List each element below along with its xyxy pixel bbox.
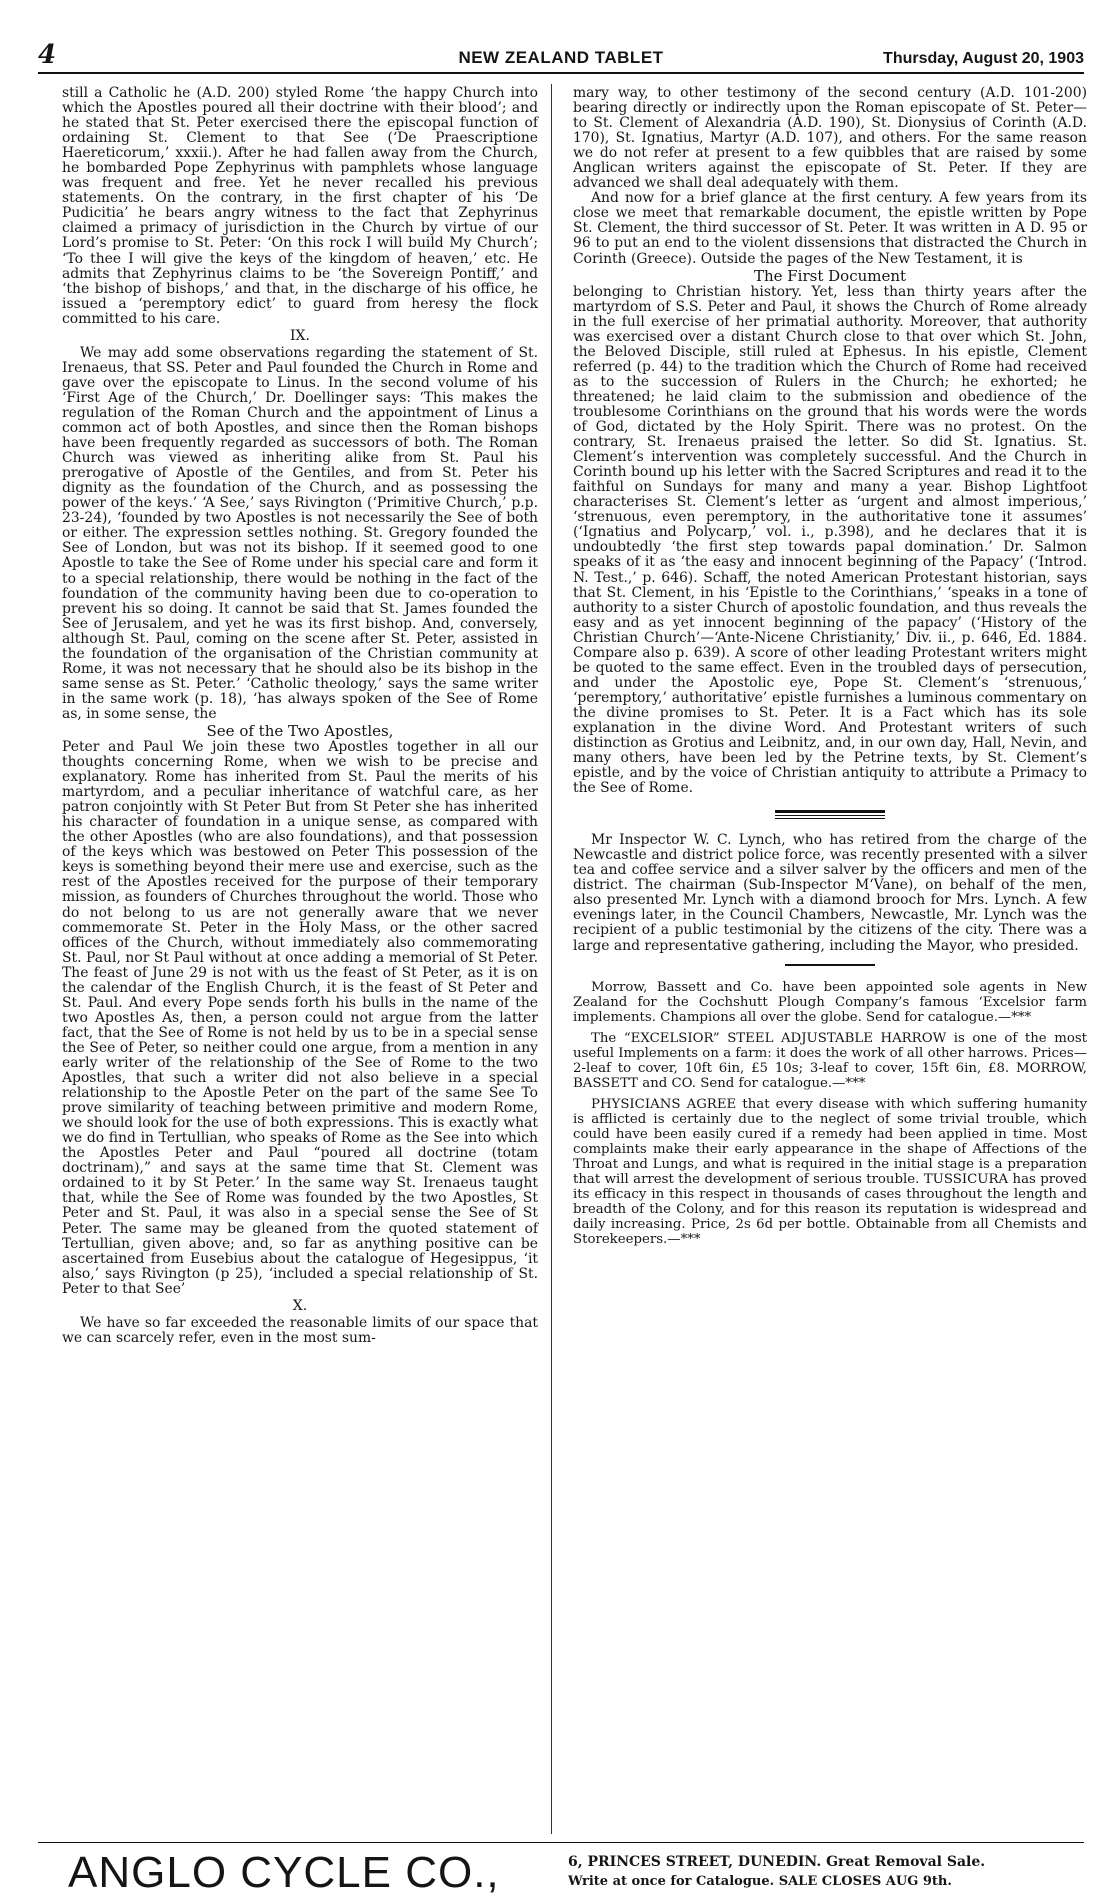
header-rule <box>38 72 1084 74</box>
column-divider <box>551 84 552 1834</box>
section-number: X. <box>292 1297 308 1314</box>
article-paragraph: And now for a brief glance at the first century. A few years from its close we meet that remarkable document, the epistle written by Pope St. Clement, the third successor of St. Peter. It was written in A D. 95 or 96 to put an end to the violent dissensions that distracted the Church in Corinth (Greece). Outside the pages of the New Testament, it is <box>573 190 1087 267</box>
page-number: 4 <box>38 40 57 70</box>
news-paragraph: Mr Inspector W. C. Lynch, who has retired from the charge of the Newcastle and district police force, was recently presented with a silver tea and coffee service and a silver salver by the officers and men of the district. The chairman (Sub-Inspector M‘Vane), on behalf of the men, also presented Mr. Lynch with a diamond brooch for Mrs. Lynch. A few evenings later, in the Council Chambers, Newcastle, Mr. Lynch was the recipient of a public testimonial by the citizens of the city. There was a large and representative gathering, including the Mayor, who presided. <box>573 832 1087 954</box>
paper-title: NEW ZEALAND TABLET <box>458 48 664 67</box>
section-ornament <box>775 810 885 819</box>
footer-advert <box>38 1850 1084 1900</box>
article-paragraph: We have so far exceeded the reasonable limits of our space that we can scarcely refer, even in the most sum- <box>62 1314 538 1346</box>
section-divider <box>785 964 875 966</box>
footer-rule <box>38 1842 1084 1843</box>
article-paragraph: We may add some observations regarding the statement of St. Irenaeus, that SS. Peter and Paul founded the Church in Rome and gave over the episcopate to Linus. In the second volume of his ‘First Age of the Church,’ Dr. Doellinger says: ‘This makes the regulation of the Roman Church and the appointment of Linus a common act of both Apostles, and since then the Roman bishops have been frequently regarded as successors of both. The Roman Church was viewed as inheriting alike from St. Paul his prerogative of Apostle of the Gentiles, and from St. Peter his dignity as the foundation of the Church, and as possessing the power of the keys.’ ‘A See,’ says Rivington (‘Primitive Church,’ p.p. 23-24), ‘founded by two Apostles is not necessarily the See of both or either. The expression settles nothing. St. Gregory founded the See of London, but was not its bishop. If it seemed good to one Apostle to take the See of Rome under his special care and form it to a special relationship, there would be nothing in the fact of the foundation of the community having been due to co-operation to prevent his so doing. It cannot be said that St. James founded the See of Jerusalem, and yet he was its first bishop. And, conversely, although St. Paul, coming on the scene after St. Peter, assisted in the foundation of the organisation of the Christian community at Rome, it was not necessary that he should also be its bishop in the same sense as St. Peter.’ ‘Catholic theology,’ says the same writer in the same work (p. 18), ‘has always spoken of the See of Rome as, in some sense, the <box>62 344 538 722</box>
page-header <box>38 40 1084 70</box>
advertisements <box>573 980 1087 1247</box>
article-paragraph: Peter and Paul We join these two Apostles together in all our thoughts concerning Rome, when we wish to be precise and explanatory. Rome has inherited from St. Paul the merits of his martyrdom, and a peculiar inheritance of watchful care, as her patron conjointly with St Peter But from St Peter she has inherited his character of foundation in a unique sense, as compared with the other Apostles (who are also foundations), and that possession of the keys which was bestowed on Peter This possession of the keys is something beyond their mere use and exercise, such as the rest of the Apostles received for the purpose of their temporary mission, as founders of Churches throughout the world. Those who do not belong to us are not generally aware that we never commemorate St. Peter in the Holy Mass, or the other sacred offices of the Church, without immediately also commemorating St. Paul, nor St Paul without at once adding a memorial of St Peter. The feast of June 29 is not with us the feast of St Peter, as it is on the calendar of the English Church, it is the feast of St Peter and St. Paul. And every Pope sends forth his bulls in the name of the two Apostles As, then, a person could not argue from the latter fact, that the See of Rome is not held by us to be in a special sense the See of Peter, so neither could one argue, from a mention in any early writer of the relationship of the See of Rome to the two Apostles, that such a writer did not also believe in a special relationship to the Apostle Peter on the part of the same See To prove similarity of teaching between primitive and modern Rome, we should look for the use of both expressions. This is exactly what we do find in Tertullian, who speaks of Rome as the See into which the Apostles Peter and Paul “poured all doctrine (totam doctrinam),” and says at the same time that St. Clement was ordained to it by St Peter.’ In the same way St. Irenaeus taught that, while the See of Rome was founded by the two Apostles, St Peter and St. Paul, it was also in a special sense the See of St Peter. The same may be gleaned from the quoted statement of Tertullian, given above; and, so far as anything positive can be ascertained from Eusebius about the catalogue of Hegesippus, ‘it also,’ says Rivington (p 25), ‘included a special relationship of St. Peter to that See’ <box>62 739 538 1297</box>
advertisement: Morrow, Bassett and Co. have been appointed sole agents in New Zealand for the Cochshutt Plough Company’s famous ‘Excelsior farm implements. Champions all over the globe. Send for catalogue.—*** <box>573 979 1087 1025</box>
footer-address: 6, PRINCES STREET, DUNEDIN. Great Removal Sale. <box>568 1854 986 1870</box>
subheading: See of the Two Apostles, <box>206 721 394 740</box>
footer-sale-notice: Write at once for Catalogue. SALE CLOSES AUG 9th. <box>568 1874 952 1889</box>
article-paragraph: still a Catholic he (A.D. 200) styled Rome ‘the happy Church into which the Apostles poured all their doctrine with their blood’; and he stated that St. Peter exercised there the episcopal function of ordaining St. Clement to that See (‘De Praescriptione Haereticorum,’ xxxii.). After he had fallen away from the Church, he bombarded Pope Zephyrinus with pamphlets whose language was frequent and free. Yet he never recalled his previous statements. On the contrary, in the first chapter of his ‘De Pudicitia’ he bears angry witness to the fact that Zephyrinus claimed a primacy of jurisdiction in the Church by virtue of our Lord’s promise to St. Peter: ‘On this rock I will build My Church’; ‘To thee I will give the keys of the kingdom of heaven,’ etc. He admits that Zephyrinus claims to be ‘the Sovereign Pontiff,’ and ‘the bishop of bishops,’ and that, in the discharge of his office, he issued a ‘peremptory edict’ to guard from heresy the flock committed to his care. <box>62 85 538 327</box>
article-paragraph: mary way, to other testimony of the second century (A.D. 101-200) bearing directly or indirectly upon the Roman episcopate of St. Peter—to St. Clement of Alexandria (A.D. 190), St. Dionysius of Corinth (A.D. 170), St. Ignatius, Martyr (A.D. 107), and others. For the same reason we do not refer at present to a few quibbles that are raised by some Anglican writers against the episcopate of St. Peter. If they are advanced we shall deal adequately with them. <box>573 85 1087 192</box>
footer-brand: ANGLO CYCLE CO., <box>68 1848 500 1897</box>
advertisement: The “EXCELSIOR” STEEL ADJUSTABLE HARROW is one of the most useful Implements on a farm: it does the work of all other harrows. Prices—2-leaf to cover, 10ft 6in, £5 10s; 3-leaf to cover, 15ft 6in, £8. MORROW, BASSETT and CO. Send for catalogue.—*** <box>573 1030 1087 1091</box>
article-paragraph: belonging to Christian history. Yet, less than thirty years after the martyrdom of S.S. Peter and Paul, it shows the Church of Rome already in the full exercise of her primatial authority. Moreover, that authority was exercised over a distant Church close to that over which St. John, the Beloved Disciple, still ruled at Ephesus. In his epistle, Clement referred (p. 44) to the tradition which the Church of Rome had received as to the succession of Rulers in the Church; he exhorted; he threatened; he laid claim to the submission and obedience of the troublesome Corinthians on the ground that his words were the words of God, dictated by the Holy Spirit. There was no protest. On the contrary, St. Irenaeus praised the letter. So did St. Ignatius. St. Clement’s intervention was completely successful. And the Church in Corinth bound up his letter with the Sacred Scriptures and read it to the faithful on Sundays for many and many a year. Bishop Lightfoot characterises St. Clement’s letter as ‘urgent and almost imperious,’ ‘strenuous, even peremptory, in the authoritative tone it assumes’ (‘Ignatius and Polycarp,’ vol. i., p.398), and he declares that it is undoubtedly ‘the first step towards papal domination.’ Dr. Salmon speaks of it as ‘the easy and innocent beginning of the Papacy’ (‘Introd. N. Test.,’ p. 646). Schaff, the noted American Protestant historian, says that St. Clement, in his ‘Epistle to the Corinthians,’ ‘speaks in a tone of authority to a sister Church of apostolic foundation, and thus reveals the easy and as yet innocent beginning of the papacy’ (‘History of the Christian Church’—‘Ante-Nicene Christianity,’ Div. ii., p. 646, Ed. 1884. Compare also p. 639). A score of other leading Protestant writers might be quoted to the same effect. Even in the troubled days of persecution, and under the Apostolic eye, Pope St. Clement’s ‘strenuous,’ ‘peremptory,’ authoritative’ epistle furnishes a luminous commentary on the divine promises to St. Peter. It is a Fact which has its sole explanation in the divine Word. And Protestant writers of such distinction as Grotius and Leibnitz, and, in our own day, Hall, Nevin, and many others, have been led by the Petrine texts, by St. Clement’s epistle, and by the voice of Christian antiquity to attribute a Primacy to the See of Rome. <box>573 283 1087 797</box>
issue-date: Thursday, August 20, 1903 <box>883 50 1084 67</box>
advertisement: PHYSICIANS AGREE that every disease with which suffering humanity is afflicted is certainly due to the neglect of some trivial trouble, which could have been easily cured if a remedy had been applied in time. Most complaints make their early appearance in the shape of Affections of the Throat and Lungs, and what is required in the initial stage is a preparation that will arrest the development of serious trouble. TUSSICURA has proved its efficacy in this respect in thousands of cases throughout the length and breadth of the Colony, and for this reason its reputation is widespread and daily increasing. Price, 2s 6d per bottle. Obtainable from all Chemists and Storekeepers.—*** <box>573 1096 1087 1247</box>
right-column <box>573 86 1087 1247</box>
subheading: The First Document <box>753 266 907 285</box>
section-number: IX. <box>290 327 310 344</box>
left-column <box>62 86 538 1346</box>
